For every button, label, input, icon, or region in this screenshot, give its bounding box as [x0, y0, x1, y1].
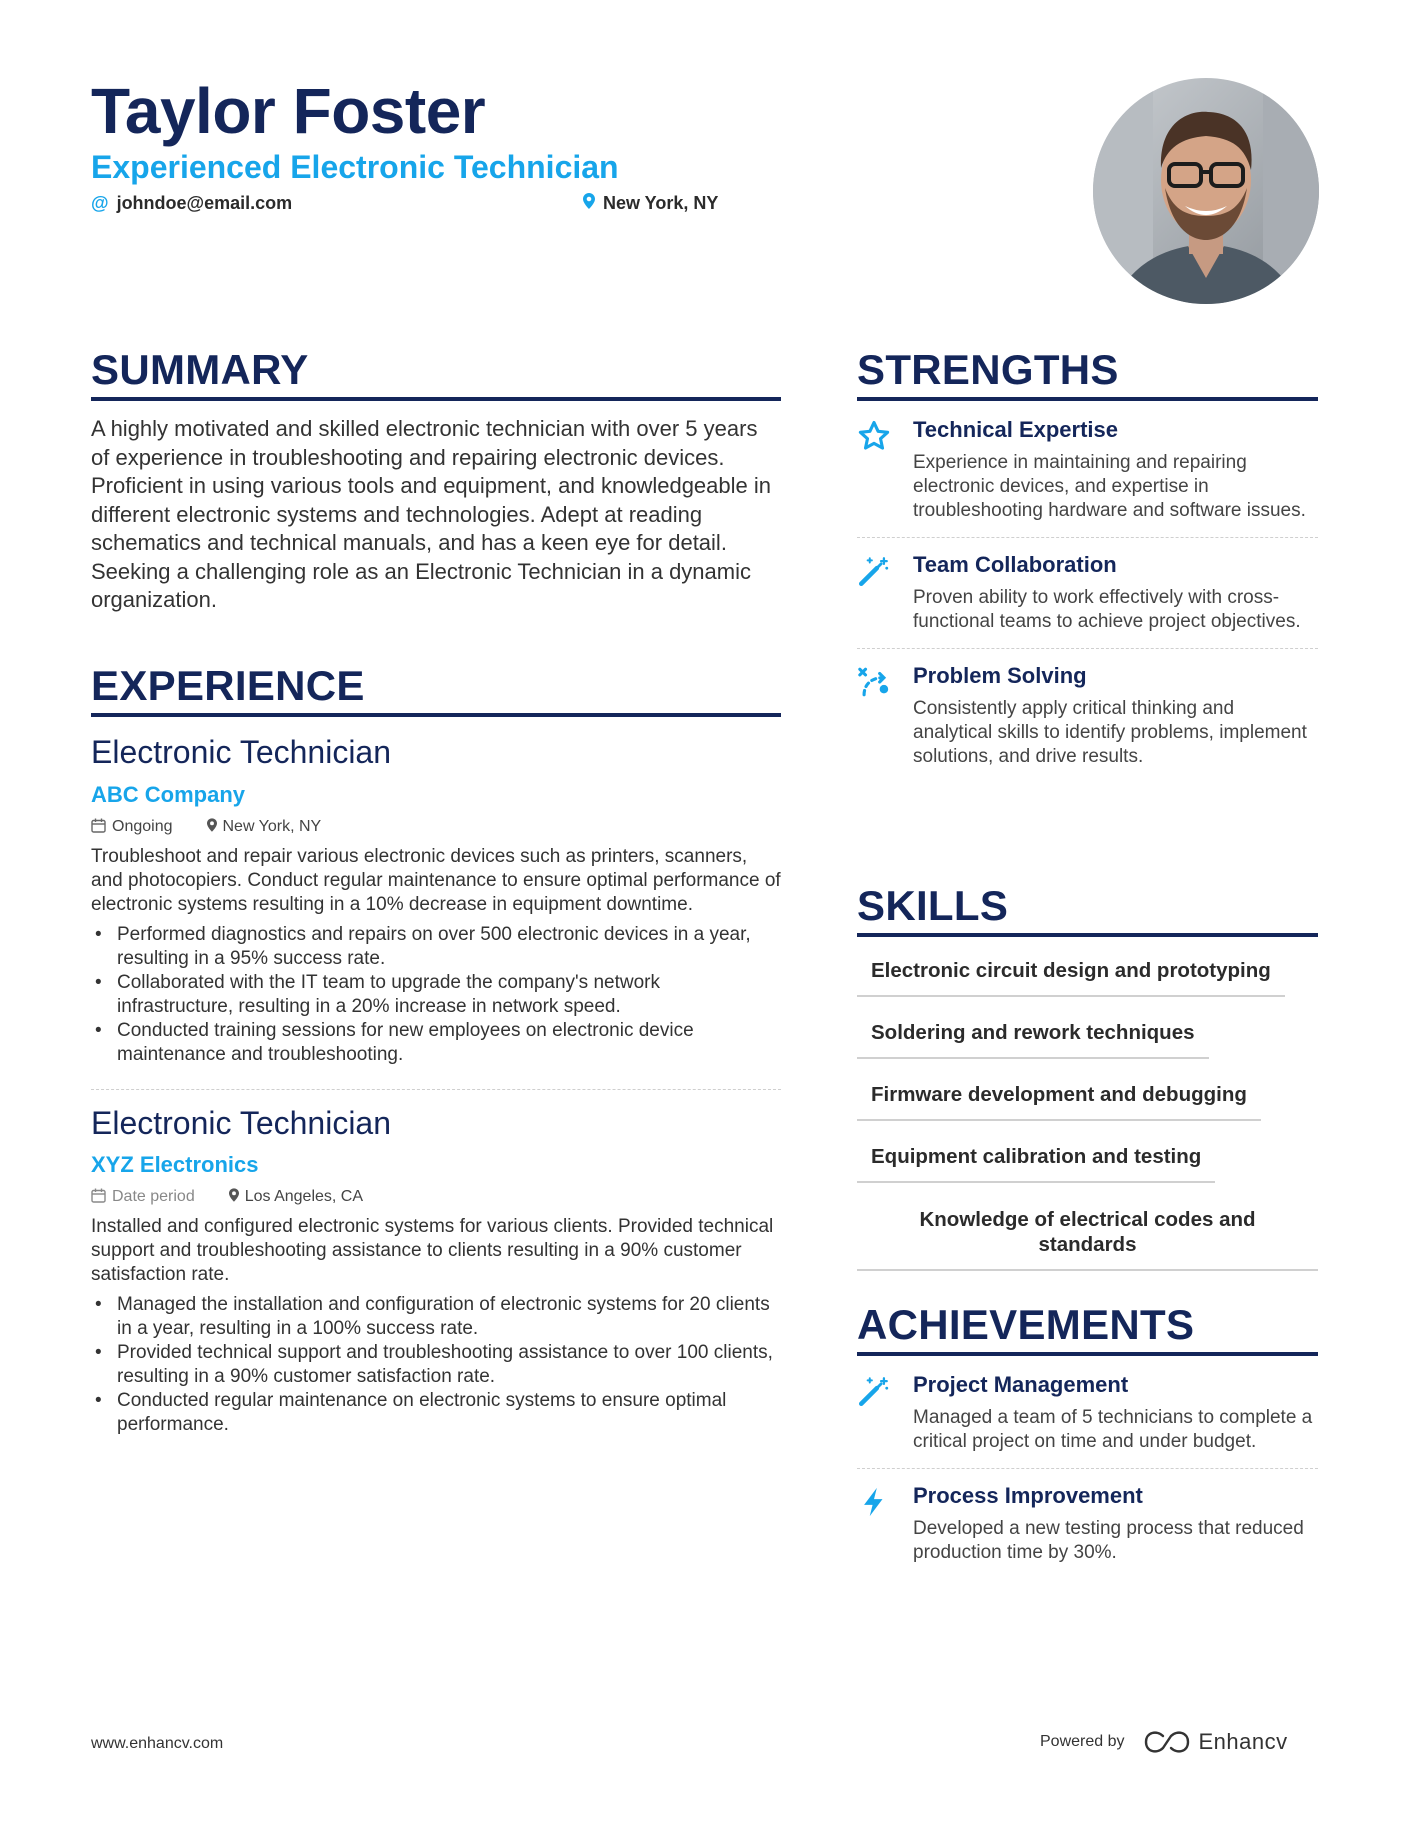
skills-list — [857, 951, 1318, 1287]
strength-title: Team Collaboration — [913, 552, 1117, 578]
strength-item — [857, 648, 1318, 783]
map-pin-icon — [207, 818, 217, 836]
achievement-desc: Managed a team of 5 technicians to complete a critical project on time and under budget. — [913, 1407, 1313, 1453]
strengths-section — [857, 347, 1318, 783]
job-bullets — [91, 1293, 781, 1437]
job-location: Los Angeles, CA — [244, 1188, 364, 1206]
brand-name: Enhancv — [1198, 1729, 1288, 1754]
strength-desc: Experience in maintaining and repairing electronic devices, and expertise in troubleshooting hardware and software issues. — [913, 452, 1306, 522]
job-description: Installed and configured electronic systems for various clients. Provided technical support and troubleshooting assistance to clients resulting in a 90% customer satisfaction rate. — [91, 1215, 774, 1285]
strength-item — [857, 401, 1318, 537]
skill-tag: Electronic circuit design and prototyping — [857, 951, 1285, 997]
job-period: Ongoing — [112, 818, 173, 836]
enhancv-logo — [1143, 1729, 1288, 1755]
email-contact[interactable] — [91, 193, 292, 214]
map-pin-icon — [229, 1188, 239, 1206]
job-bullet: • Performed diagnostics and repairs on over 500 electronic devices in a year, resulting in a 95% success rate. — [91, 923, 781, 971]
skill-tag: Firmware development and debugging — [857, 1075, 1261, 1121]
powered-by-label: Powered by — [1040, 1733, 1125, 1750]
achievement-title: Process Improvement — [913, 1483, 1143, 1509]
at-icon: @ — [91, 193, 109, 213]
experience-heading: EXPERIENCE — [91, 663, 781, 717]
achievement-item — [857, 1468, 1318, 1579]
summary-text: A highly motivated and skilled electronic technician with over 5 years of experience in troubleshooting and repairing electronic devices. Proficient in using various tools and equipment, and knowledgeable in different electronic systems and technologies. Adept at reading schematics and technical manuals, and has a keen eye for detail. Seeking a challenging role as an Electronic Technician in a dynamic organization. — [91, 416, 771, 613]
job-company: XYZ Electronics — [91, 1151, 259, 1177]
achievement-title: Project Management — [913, 1372, 1129, 1398]
summary-section — [91, 347, 781, 615]
job-bullet: • Conducted regular maintenance on electronic systems to ensure optimal performance. — [91, 1389, 781, 1437]
email-text: johndoe@email.com — [116, 193, 293, 213]
job-bullet: • Managed the installation and configuration of electronic systems for 20 clients in a year, resulting in a 100% success rate. — [91, 1293, 781, 1341]
skills-section — [857, 883, 1318, 1287]
location-contact — [583, 193, 718, 214]
candidate-title: Experienced Electronic Technician — [91, 149, 619, 185]
job-meta — [91, 818, 781, 837]
calendar-icon — [91, 1188, 106, 1207]
achievement-desc: Developed a new testing process that reduced production time by 30%. — [913, 1518, 1304, 1564]
strength-title: Technical Expertise — [913, 417, 1119, 443]
lightning-icon — [857, 1483, 891, 1565]
powered-by[interactable] — [1040, 1729, 1288, 1755]
skill-tag: Soldering and rework techniques — [857, 1013, 1209, 1059]
skill-tag: Knowledge of electrical codes and standards — [857, 1199, 1318, 1271]
calendar-icon — [91, 818, 106, 837]
job-company: ABC Company — [91, 781, 246, 807]
achievements-heading: ACHIEVEMENTS — [857, 1302, 1318, 1356]
job-title: Electronic Technician — [91, 734, 392, 771]
job-divider — [91, 1089, 781, 1090]
strength-item — [857, 537, 1318, 648]
achievements-section — [857, 1302, 1318, 1579]
strengths-heading: STRENGTHS — [857, 347, 1318, 401]
job-bullet: • Provided technical support and troubleshooting assistance to over 100 clients, resulting in a 90% customer satisfaction rate. — [91, 1341, 781, 1389]
strength-desc: Proven ability to work effectively with cross-functional teams to achieve project objectives. — [913, 587, 1301, 633]
job-bullet: • Collaborated with the IT team to upgrade the company's network infrastructure, resulting in a 20% increase in network speed. — [91, 971, 781, 1019]
strength-title: Problem Solving — [913, 663, 1087, 689]
location-text: New York, NY — [603, 193, 719, 213]
star-icon — [857, 417, 891, 523]
strategy-icon — [857, 663, 891, 769]
map-pin-icon — [583, 193, 595, 214]
magic-wand-icon — [857, 1372, 891, 1454]
job-location: New York, NY — [222, 818, 322, 836]
summary-heading: SUMMARY — [91, 347, 781, 401]
strength-desc: Consistently apply critical thinking and analytical skills to identify problems, implement solutions, and drive results. — [913, 698, 1307, 768]
skill-tag: Equipment calibration and testing — [857, 1137, 1215, 1183]
candidate-name: Taylor Foster — [91, 75, 486, 147]
job-bullet: • Conducted training sessions for new employees on electronic device maintenance and troubleshooting. — [91, 1019, 781, 1067]
job-title: Electronic Technician — [91, 1104, 392, 1141]
job-description: Troubleshoot and repair various electronic devices such as printers, scanners, and photocopiers. Conduct regular maintenance to ensure optimal performance of electronic systems resulting in a 10% decrease in equipment downtime. — [91, 845, 781, 915]
job-meta — [91, 1188, 781, 1207]
job-entry — [91, 1104, 781, 1437]
job-bullets — [91, 923, 781, 1067]
magic-wand-icon — [857, 552, 891, 634]
experience-section — [91, 663, 781, 1437]
website-link[interactable]: www.enhancv.com — [91, 1735, 224, 1752]
skills-heading: SKILLS — [857, 883, 1318, 937]
achievement-item — [857, 1356, 1318, 1468]
job-entry — [91, 733, 781, 1089]
profile-photo — [1093, 78, 1319, 304]
job-period: Date period — [112, 1188, 195, 1206]
infinity-icon — [1143, 1730, 1191, 1754]
